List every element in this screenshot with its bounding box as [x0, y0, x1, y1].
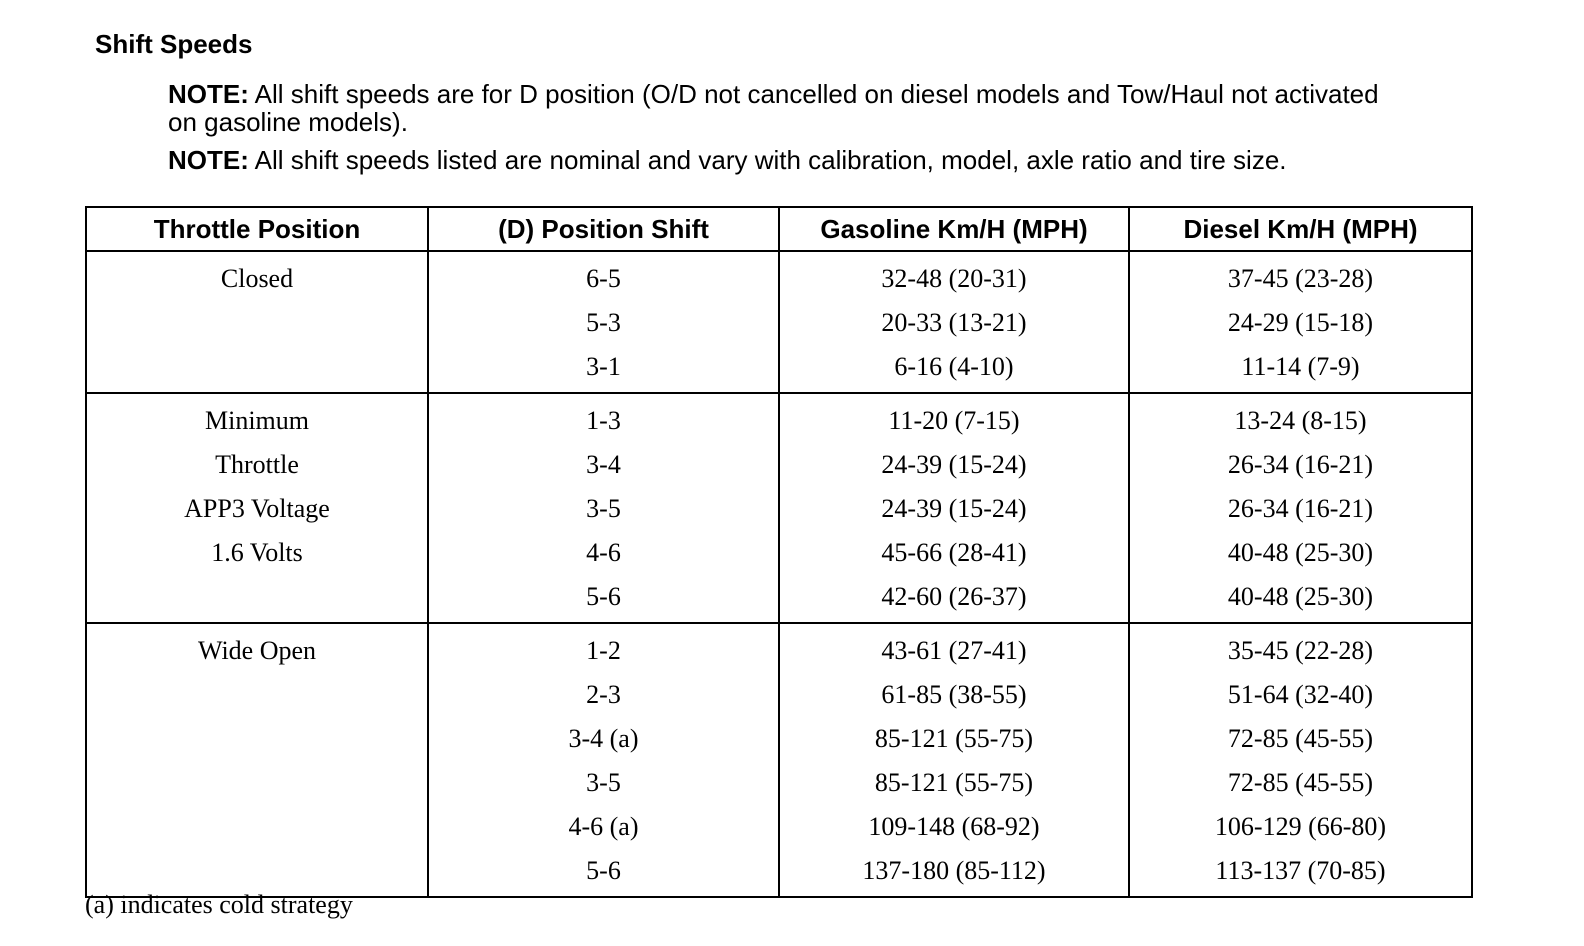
- table-body: [86, 251, 1472, 897]
- diesel-speed-value: 13-24 (8-15): [1234, 406, 1367, 435]
- throttle-position-text: Throttle: [215, 450, 299, 479]
- diesel-speed-value: 24-29 (15-18): [1227, 308, 1374, 337]
- gasoline-speed-list: [780, 394, 1128, 622]
- gasoline-speed-list: [780, 252, 1128, 392]
- position-shift-list: [429, 252, 778, 392]
- gasoline-speed-value: 109-148 (68-92): [868, 812, 1040, 841]
- table-row-group: [86, 393, 1472, 623]
- throttle-position-text: Wide Open: [197, 636, 317, 665]
- position-shift-value: 3-4: [586, 450, 621, 479]
- header-position-shift: (D) Position Shift: [428, 207, 779, 251]
- throttle-position-text: Closed: [220, 264, 294, 293]
- position-shift-value: 2-3: [586, 680, 621, 709]
- throttle-position-text: 1.6 Volts: [211, 538, 303, 567]
- cell-diesel-speed: [1129, 623, 1472, 897]
- cell-position-shift: [428, 623, 779, 897]
- diesel-speed-value: 35-45 (22-28): [1227, 636, 1374, 665]
- gasoline-speed-value: 32-48 (20-31): [881, 264, 1027, 293]
- table-header-row: [86, 207, 1472, 251]
- cell-diesel-speed: [1129, 393, 1472, 623]
- footnote: (a) indicates cold strategy: [85, 890, 353, 919]
- cell-gasoline-speed: [779, 251, 1129, 393]
- cell-throttle-position: [86, 393, 428, 623]
- diesel-speed-value: 26-34 (16-21): [1227, 450, 1374, 479]
- throttle-position-list: [87, 624, 427, 676]
- position-shift-value: 5-6: [586, 856, 621, 885]
- cell-gasoline-speed: [779, 623, 1129, 897]
- diesel-speed-list: [1130, 252, 1471, 392]
- gasoline-speed-value: 85-121 (55-75): [874, 768, 1034, 797]
- note-nominal-speeds: [168, 146, 1388, 174]
- cell-position-shift: [428, 251, 779, 393]
- gasoline-speed-value: 24-39 (15-24): [881, 494, 1027, 523]
- diesel-speed-value: 113-137 (70-85): [1215, 856, 1386, 885]
- gasoline-speed-value: 20-33 (13-21): [881, 308, 1027, 337]
- diesel-speed-list: [1130, 624, 1471, 896]
- diesel-speed-value: 37-45 (23-28): [1227, 264, 1374, 293]
- header-diesel-speed: Diesel Km/H (MPH): [1129, 207, 1472, 251]
- gasoline-speed-value: 24-39 (15-24): [881, 450, 1027, 479]
- position-shift-value: 5-3: [586, 308, 621, 337]
- position-shift-value: 3-5: [586, 768, 621, 797]
- gasoline-speed-list: [780, 624, 1128, 896]
- note-label: NOTE:: [168, 145, 249, 175]
- position-shift-value: 4-6 (a): [568, 812, 639, 841]
- diesel-speed-value: 40-48 (25-30): [1227, 582, 1374, 611]
- position-shift-value: 3-1: [586, 352, 621, 381]
- gasoline-speed-value: 11-20 (7-15): [888, 406, 1020, 435]
- cell-throttle-position: [86, 623, 428, 897]
- diesel-speed-list: [1130, 394, 1471, 622]
- throttle-position-list: [87, 394, 427, 578]
- diesel-speed-value: 106-129 (66-80): [1214, 812, 1387, 841]
- gasoline-speed-value: 85-121 (55-75): [874, 724, 1034, 753]
- cell-diesel-speed: [1129, 251, 1472, 393]
- throttle-position-list: [87, 252, 427, 304]
- position-shift-value: 5-6: [586, 582, 621, 611]
- position-shift-value: 6-5: [586, 264, 621, 293]
- cell-position-shift: [428, 393, 779, 623]
- cell-throttle-position: [86, 251, 428, 393]
- cell-gasoline-speed: [779, 393, 1129, 623]
- position-shift-value: 1-2: [586, 636, 621, 665]
- diesel-speed-value: 40-48 (25-30): [1227, 538, 1374, 567]
- header-throttle-position: Throttle Position: [86, 207, 428, 251]
- note-text: All shift speeds listed are nominal and vary with calibration, model, axle ratio and tire size.: [248, 145, 1287, 175]
- gasoline-speed-value: 43-61 (27-41): [881, 636, 1027, 665]
- page-title: Shift Speeds: [95, 29, 253, 59]
- note-text: All shift speeds are for D position (O/D not cancelled on diesel models and Tow/Haul not activated on gasoline models).: [168, 79, 1379, 137]
- position-shift-list: [429, 624, 778, 896]
- note-label: NOTE:: [168, 79, 249, 109]
- diesel-speed-value: 51-64 (32-40): [1227, 680, 1374, 709]
- gasoline-speed-value: 45-66 (28-41): [881, 538, 1027, 567]
- gasoline-speed-value: 61-85 (38-55): [881, 680, 1027, 709]
- position-shift-list: [429, 394, 778, 622]
- note-shift-position: [168, 80, 1388, 136]
- diesel-speed-value: 72-85 (45-55): [1227, 724, 1374, 753]
- gasoline-speed-value: 6-16 (4-10): [894, 352, 1014, 381]
- table-row-group: [86, 251, 1472, 393]
- diesel-speed-value: 11-14 (7-9): [1241, 352, 1360, 381]
- position-shift-value: 3-4 (a): [568, 724, 639, 753]
- position-shift-value: 1-3: [586, 406, 621, 435]
- position-shift-value: 4-6: [586, 538, 621, 567]
- throttle-position-text: APP3 Voltage: [184, 494, 330, 523]
- position-shift-value: 3-5: [586, 494, 621, 523]
- throttle-position-text: Minimum: [204, 406, 309, 435]
- diesel-speed-value: 72-85 (45-55): [1227, 768, 1374, 797]
- header-gasoline-speed: Gasoline Km/H (MPH): [779, 207, 1129, 251]
- gasoline-speed-value: 137-180 (85-112): [862, 856, 1046, 885]
- gasoline-speed-value: 42-60 (26-37): [881, 582, 1027, 611]
- diesel-speed-value: 26-34 (16-21): [1227, 494, 1374, 523]
- shift-speeds-table: [85, 206, 1473, 898]
- table-row-group: [86, 623, 1472, 897]
